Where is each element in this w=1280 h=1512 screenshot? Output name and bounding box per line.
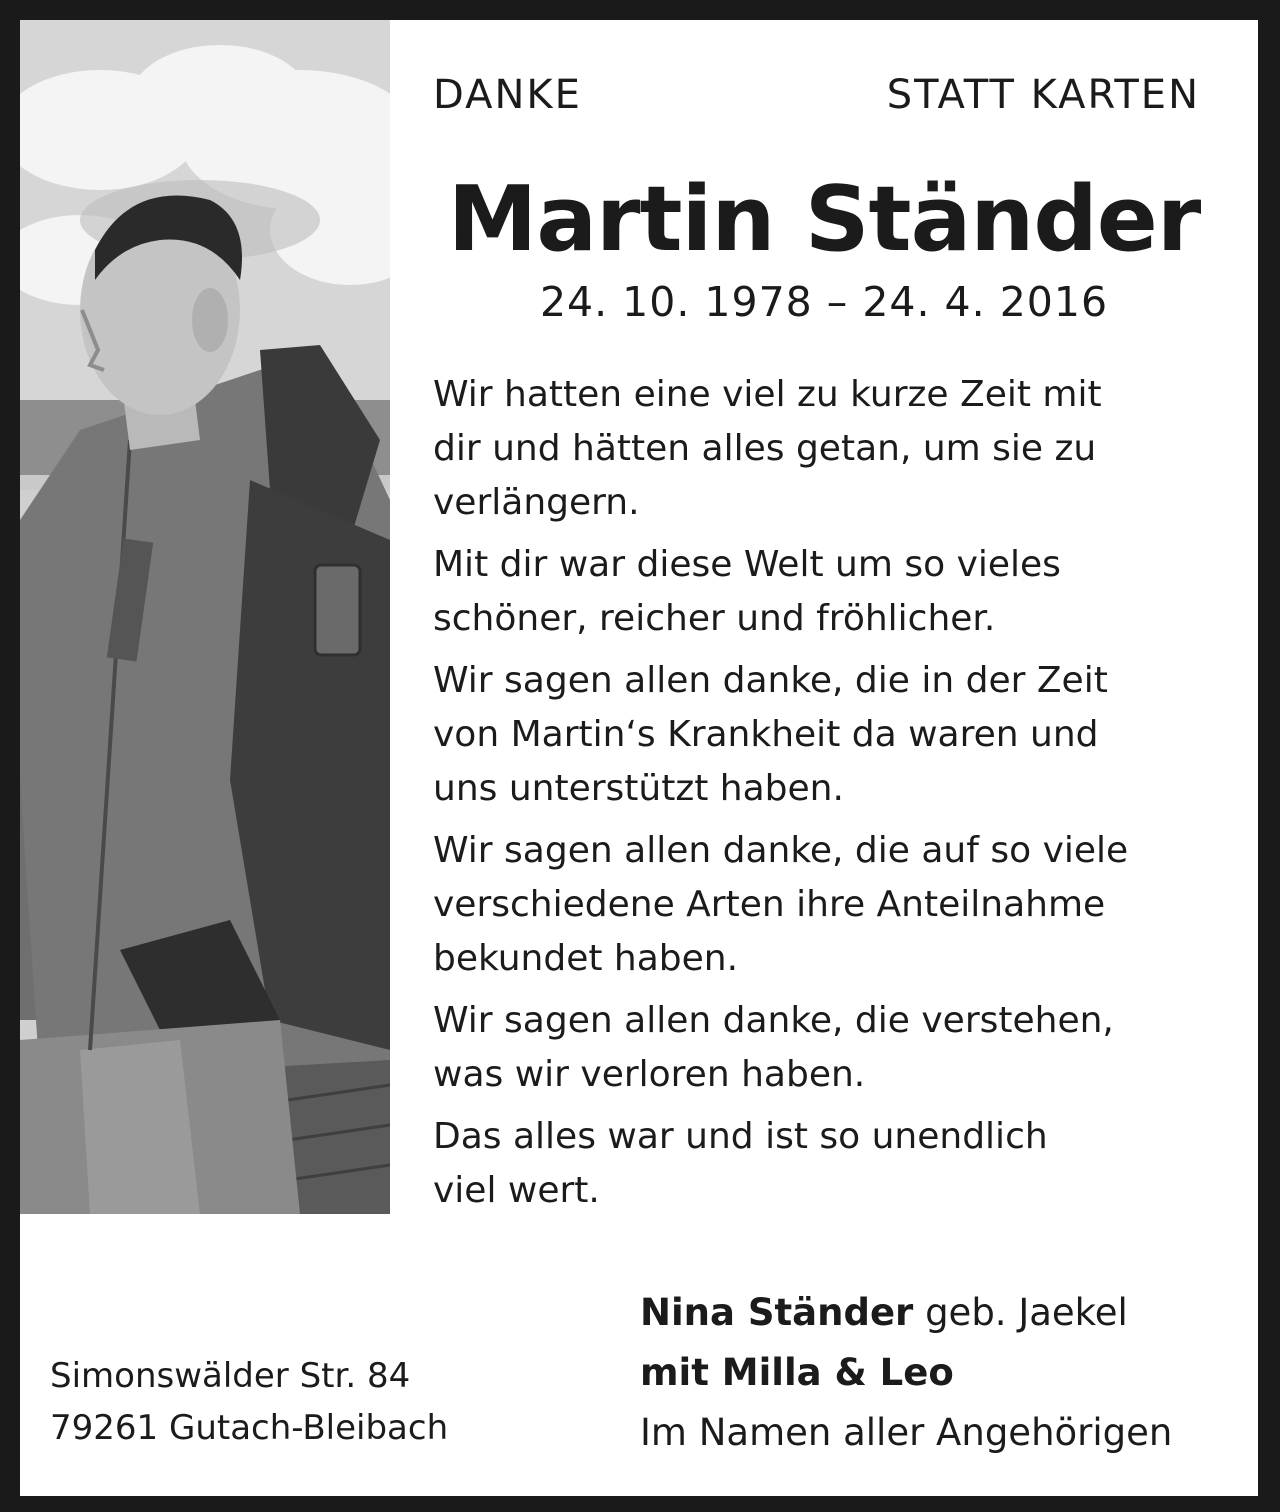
signature-children: mit Milla & Leo — [640, 1351, 954, 1394]
address-city: 79261 Gutach-Bleibach — [50, 1408, 449, 1448]
paragraph: Wir sagen allen danke, die auf so viele verschiedene Arten ihre Anteilnahme bekundet haben. — [433, 830, 1129, 979]
paragraph: Wir sagen allen danke, die in der Zeit von Martin‘s Krankheit da waren und uns unterstützt haben. — [433, 660, 1108, 809]
paragraph: Wir sagen allen danke, die verstehen, was wir verloren haben. — [433, 1000, 1114, 1095]
header-instead-of-cards: STATT KARTEN — [886, 72, 1200, 118]
header-thanks: DANKE — [433, 72, 582, 118]
address — [50, 1350, 448, 1454]
paragraph: Das alles war und ist so unendlich viel wert. — [433, 1116, 1048, 1211]
signature-line-2 — [640, 1343, 1172, 1403]
thanks-text — [433, 368, 1213, 1226]
portrait-photo — [20, 20, 390, 1214]
signature-name: Nina Ständer — [640, 1291, 914, 1334]
signature — [640, 1283, 1172, 1463]
paragraph: Mit dir war diese Welt um so vieles schöner, reicher und fröhlicher. — [433, 544, 1061, 639]
signature-line-1 — [640, 1283, 1172, 1343]
obituary-notice — [20, 20, 1258, 1496]
paragraph: Wir hatten eine viel zu kurze Zeit mit dir und hätten alles getan, um sie zu verlängern. — [433, 374, 1102, 523]
deceased-name: Martin Ständer — [447, 167, 1201, 272]
address-street: Simonswälder Str. 84 — [50, 1356, 411, 1396]
life-dates: 24. 10. 1978 – 24. 4. 2016 — [539, 278, 1109, 326]
signature-line-3: Im Namen aller Angehörigen — [640, 1411, 1173, 1454]
signature-maiden-name: geb. Jaekel — [913, 1291, 1128, 1334]
